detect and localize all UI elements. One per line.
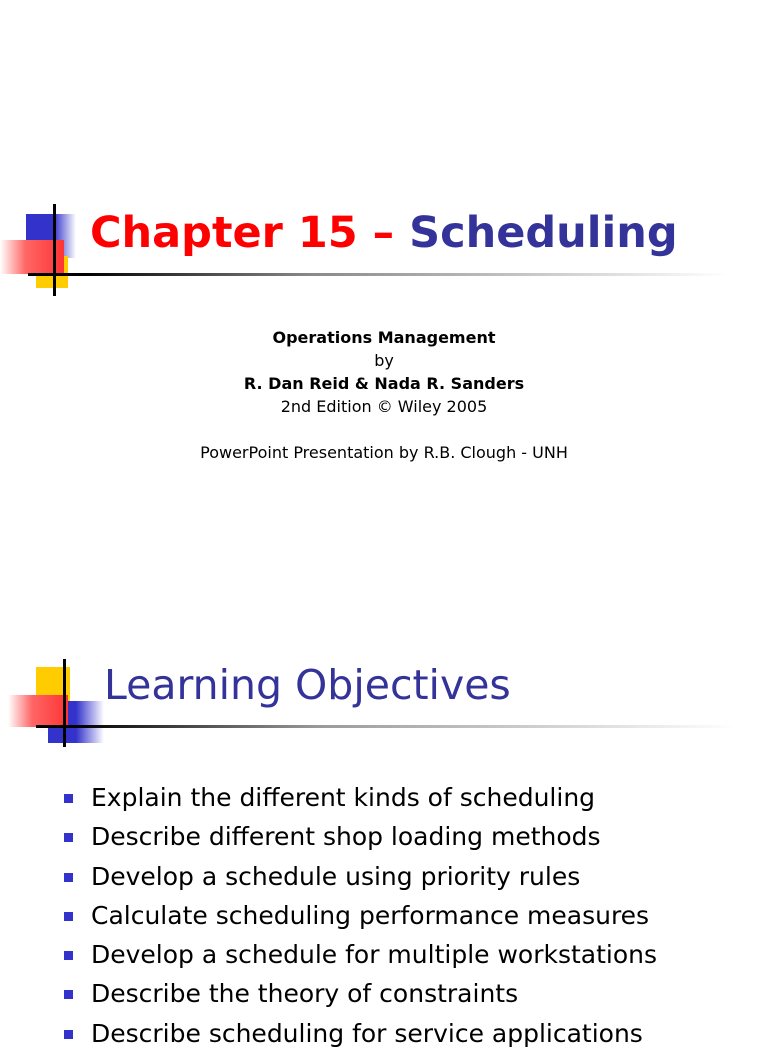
title-underline [36,725,736,728]
objective-text: Describe scheduling for service applications [91,1018,643,1048]
spacer [0,418,768,441]
objective-text: Describe different shop loading methods [91,822,601,852]
list-item [62,937,657,976]
square-bullet-icon [64,1030,73,1039]
logo-vertical-line [53,204,56,296]
square-bullet-icon [64,794,73,803]
slide1-title-topic: Scheduling [409,208,678,258]
objective-text: Calculate scheduling performance measures [91,900,650,930]
slide1-title [90,208,678,258]
presenter: PowerPoint Presentation by R.B. Clough - UNH [200,443,568,462]
slide-logo-icon [0,655,120,755]
by-text: by [374,351,394,370]
objective-text: Develop a schedule for multiple workstations [91,940,658,970]
square-bullet-icon [64,833,73,842]
slide2-title: Learning Objectives [104,661,511,709]
edition: 2nd Edition © Wiley 2005 [280,397,488,416]
slide1-title-chapter: Chapter 15 – [90,208,410,258]
list-item [62,859,657,898]
list-item [62,1016,657,1055]
objectives-list [62,780,657,1055]
square-bullet-icon [64,912,73,921]
authors: R. Dan Reid & Nada R. Sanders [243,374,525,393]
logo-vertical-line [63,659,66,747]
list-item [62,898,657,937]
list-item [62,819,657,858]
square-bullet-icon [64,951,73,960]
slide1-subtitle [0,326,768,464]
list-item [62,976,657,1015]
square-bullet-icon [64,873,73,882]
title-underline [28,273,728,276]
square-bullet-icon [64,990,73,999]
objective-text: Develop a schedule using priority rules [91,861,581,891]
objective-text: Explain the different kinds of scheduling [91,783,596,812]
objective-text: Describe the theory of constraints [91,979,519,1009]
logo-red-band [8,695,68,727]
list-item [62,780,657,819]
book-title: Operations Management [272,328,496,347]
